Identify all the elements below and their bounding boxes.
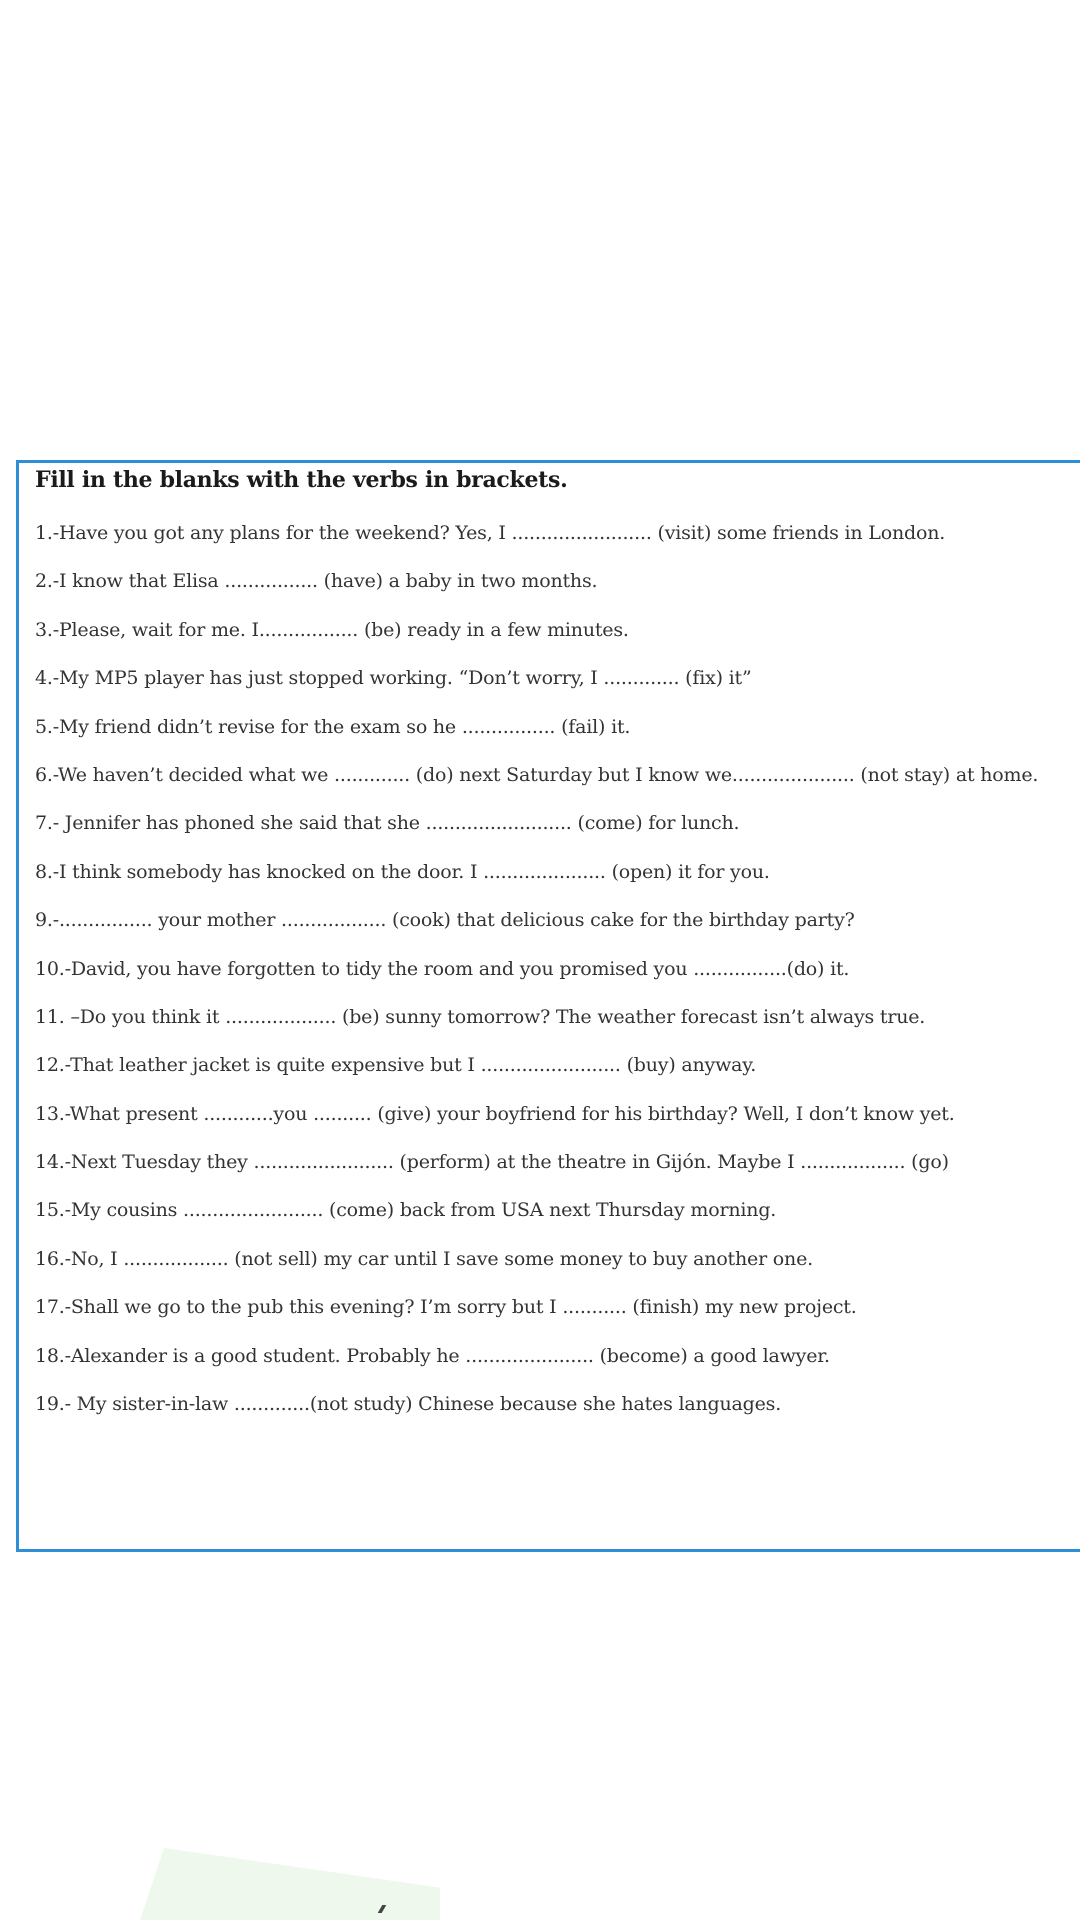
exercise-item-14: 14.-Next Tuesday they ........................ (perform) at the theatre in Gijón. Maybe I .................. (go) — [35, 1151, 949, 1174]
exercise-item-5: 5.-My friend didn’t revise for the exam so he ................ (fail) it. — [35, 715, 631, 738]
decorative-green-shape — [140, 1848, 440, 1920]
exercise-item-17: 17.-Shall we go to the pub this evening? I’m sorry but I ........... (finish) my new project. — [35, 1296, 857, 1319]
exercise-item-9: 9.-................ your mother .................. (cook) that delicious cake for the birthday party? — [35, 909, 855, 932]
exercise-item-10: 10.-David, you have forgotten to tidy the room and you promised you ................(do) it. — [35, 957, 850, 980]
exercise-item-7: 7.- Jennifer has phoned she said that she ......................... (come) for lunch. — [35, 812, 740, 835]
exercise-item-16: 16.-No, I .................. (not sell) my car until I save some money to buy another one. — [35, 1247, 813, 1270]
exercise-item-4: 4.-My MP5 player has just stopped working. “Don’t worry, I ............. (fix) it” — [35, 667, 752, 690]
exercise-item-2: 2.-I know that Elisa ................ (have) a baby in two months. — [35, 570, 598, 593]
exercise-item-1: 1.-Have you got any plans for the weekend? Yes, I ........................ (visit) some friends in London. — [35, 522, 946, 544]
exercise-item-12: 12.-That leather jacket is quite expensive but I ........................ (buy) anyway. — [35, 1054, 757, 1077]
exercise-item-6: 6.-We haven’t decided what we ............. (do) next Saturday but I know we..................... (not stay) at home. — [35, 763, 1039, 786]
exercise-item-19: 19.- My sister-in-law .............(not study) Chinese because she hates languages. — [35, 1393, 782, 1416]
exercise-item-15: 15.-My cousins ........................ (come) back from USA next Thursday morning. — [35, 1199, 777, 1222]
worksheet-frame — [16, 460, 1080, 1552]
exercise-item-13: 13.-What present ............you .......... (give) your boyfriend for his birthday? Well, I don’t know yet. — [35, 1102, 955, 1125]
worksheet-title: Fill in the blanks with the verbs in brackets. — [35, 467, 568, 493]
exercise-item-8: 8.-I think somebody has knocked on the door. I ..................... (open) it for you. — [35, 860, 770, 883]
exercise-item-18: 18.-Alexander is a good student. Probably he ...................... (become) a good lawyer. — [35, 1344, 830, 1367]
exercise-list — [35, 523, 1038, 1442]
exercise-item-3: 3.-Please, wait for me. I................. (be) ready in a few minutes. — [35, 618, 629, 641]
exercise-item-11: 11. –Do you think it ................... (be) sunny tomorrow? The weather forecast isn’t always true. — [35, 1005, 926, 1028]
